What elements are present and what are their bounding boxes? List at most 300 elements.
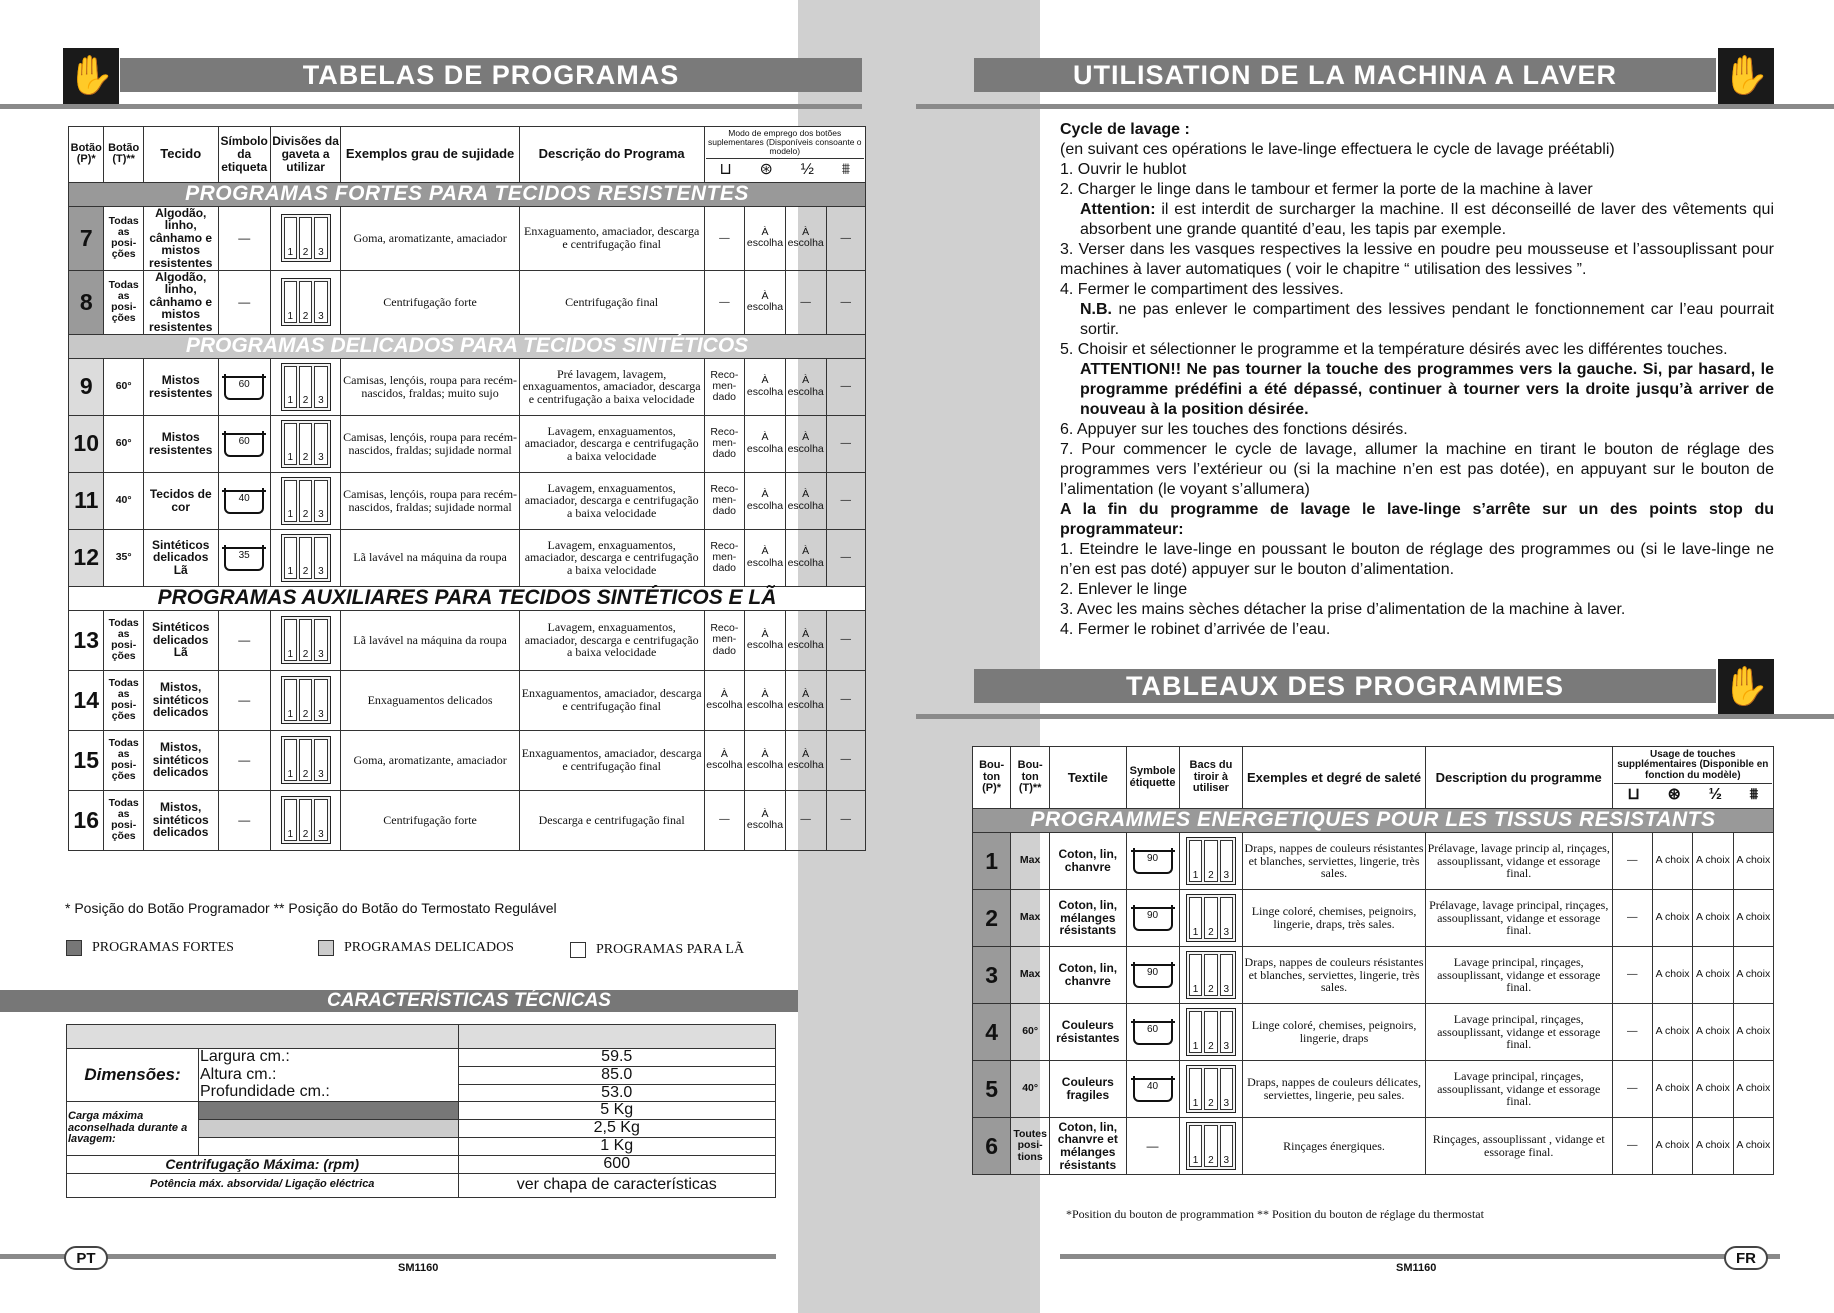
table-row [69,270,866,334]
option-cell: A choix [1693,1004,1733,1061]
footer-rule [0,1254,776,1259]
description-cell: Enxaguamentos, amaciador, descarga e centrifugação final [519,730,704,790]
spin-label: Centrifugação Máxima: (rpm) [67,1155,459,1173]
option-cell: A choix [1652,1004,1692,1061]
drawer-cell [1179,1061,1243,1118]
wash-temp-icon: 90 [1133,962,1173,988]
option-cell: À escolha [745,610,786,670]
drawer-icon: 1 2 3 [1186,1122,1236,1170]
option-cell: A choix [1733,1118,1773,1175]
fabric-cell: Coton, lin, mélanges résistants [1050,890,1126,947]
option-cell: — [826,358,865,415]
drawer-icon: 1 2 3 [281,278,331,326]
col-header: Tecido [143,127,218,183]
col-header: Divisões da gaveta a utilizar [270,127,341,183]
option-cell: — [826,790,865,850]
table-row [973,890,1774,947]
option-cell: — [826,610,865,670]
title-rule [916,104,1834,109]
option-cell: — [826,529,865,586]
table-row [69,730,866,790]
example-cell: Linge coloré, chemises, peignoirs, lingerie, draps [1243,1004,1426,1061]
example-cell: Goma, aromatizante, amaciador [341,206,519,270]
prewash-icon: ⊔ [719,160,732,178]
power-value: ver chapa de características [458,1173,776,1197]
example-cell: Linge coloré, chemises, peignoirs, lingerie, draps, très sales. [1243,890,1426,947]
temp-cell: Max [1011,890,1050,947]
col-header: Símbolo da etiqueta [218,127,270,183]
fabric-cell: Mistos resistentes [143,415,218,472]
program-number: 4 [973,1004,1011,1061]
option-cell: A choix [1652,833,1692,890]
example-cell: Camisas, lençóis, roupa para recém-nascidos, fraldas; sujidade normal [341,472,519,529]
option-cell: À escolha [785,670,826,730]
option-cell: À escolha [745,358,786,415]
fabric-cell: Tecidos de cor [143,472,218,529]
width-label: Largura cm.: [199,1049,459,1067]
spin-icon: ⊛ [759,160,773,178]
symbol-cell [1126,1061,1179,1118]
table-row [973,947,1774,1004]
symbol-cell [1126,890,1179,947]
height-value: 85.0 [458,1066,776,1084]
description-cell: Lavage principal, rinçages, assouplissant, vidange et essorage final. [1425,1004,1612,1061]
program-number: 8 [69,270,104,334]
option-cell: À escolha [785,415,826,472]
table-row [69,415,866,472]
drawer-cell [1179,833,1243,890]
col-header: Bou-ton (P)* [973,747,1011,809]
drawer-icon: 1 2 3 [1186,837,1236,885]
table-row [69,610,866,670]
col-header: Textile [1050,747,1126,809]
temp-cell: Todas as posi-ções [104,790,143,850]
option-cell: A choix [1733,1061,1773,1118]
temp-cell: 40° [104,472,143,529]
step: 3. Avec les mains sèches détacher la prise d’alimentation de la machine à laver. [1060,601,1626,618]
temp-cell: Max [1011,833,1050,890]
description-cell: Prélavage, lavage princip al, rinçages, assouplissant, vidange et essorage final. [1425,833,1612,890]
example-cell: Camisas, lençóis, roupa para recém-nascidos, fraldas; sujidade normal [341,415,519,472]
col-header: Bou-ton (T)** [1011,747,1050,809]
title-rule [0,104,862,109]
option-cell: Reco-men-dado [704,472,745,529]
step-note: Attention: il est interdit de surcharger la machine. Il est déconseillé de laver des vêtements qui absorbent une grande quantité d’eau, les tapis par exemple. [1080,201,1774,238]
drawer-icon: 1 2 3 [281,420,331,468]
section-heading: PROGRAMAS DELICADOS PARA TECIDOS SINTÉTICOS [69,334,866,358]
drawer-cell [270,529,341,586]
fabric-cell: Sintéticos delicados Lã [143,529,218,586]
description-cell: Lavage principal, rinçages, assouplissant, vidange et essorage final. [1425,1061,1612,1118]
tech-title: CARACTERÍSTICAS TÉCNICAS [0,990,798,1012]
drawer-icon: 1 2 3 [281,616,331,664]
option-cell: A choix [1733,833,1773,890]
drawer-icon: 1 2 3 [281,676,331,724]
option-cell: — [785,790,826,850]
step: 1. Ouvrir le hublot [1060,161,1187,178]
load-value: 1 Kg [458,1137,776,1155]
option-cell: À escolha [745,472,786,529]
wash-temp-icon: 60 [224,431,264,457]
col-header: Botão (T)** [104,127,143,183]
legend-label: PROGRAMAS FORTES [92,940,234,956]
option-cell: A choix [1733,947,1773,1004]
description-cell: Lavage principal, rinçages, assouplissant, vidange et essorage final. [1425,947,1612,1004]
option-cell: — [1612,833,1652,890]
wash-temp-icon: 40 [224,488,264,514]
width-value: 59.5 [458,1049,776,1067]
temp-cell: Todas as posi-ções [104,670,143,730]
drawer-cell [1179,1118,1243,1175]
col-header: Description du programme [1425,747,1612,809]
example-cell: Rinçages énergiques. [1243,1118,1426,1175]
load-label: Carga máxima aconselhada durante a lavagem: [67,1102,199,1155]
table-row [973,833,1774,890]
drawer-icon: 1 2 3 [1186,1065,1236,1113]
step: 6. Appuyer sur les touches des fonctions désirés. [1060,421,1408,438]
section-heading: PROGRAMMES ENERGETIQUES POUR LES TISSUS RESISTANTS [973,809,1774,833]
fabric-cell: Sintéticos delicados Lã [143,610,218,670]
program-number: 11 [69,472,104,529]
lang-badge-pt: PT [64,1246,108,1270]
option-cell: Reco-men-dado [704,358,745,415]
temp-cell: 60° [104,358,143,415]
program-number: 15 [69,730,104,790]
drawer-icon: 1 2 3 [1186,1008,1236,1056]
drawer-icon: 1 2 3 [1186,951,1236,999]
option-cell: A choix [1652,1118,1692,1175]
section-heading: PROGRAMAS AUXILIARES PARA TECIDOS SINTÉTICOS E LÃ [69,586,866,610]
option-cell: À escolha [785,472,826,529]
description-cell: Rinçages, assouplissant , vidange et essorage final. [1425,1118,1612,1175]
section-heading: PROGRAMAS FORTES PARA TECIDOS RESISTENTES [69,182,866,206]
load-value: 5 Kg [458,1102,776,1120]
description-cell: Pré lavagem, lavagem, enxaguamentos, amaciador, descarga e centrifugação a baixa velocidade [519,358,704,415]
option-cell: — [785,270,826,334]
option-cell: — [826,415,865,472]
drawer-cell [1179,947,1243,1004]
option-cell: À escolha [704,670,745,730]
temp-cell: 35° [104,529,143,586]
description-cell: Enxaguamentos, amaciador, descarga e centrifugação final [519,670,704,730]
symbol-cell: — [218,206,270,270]
description-cell: Centrifugação final [519,270,704,334]
rinse-icon: ⩩ [841,160,851,178]
drawer-cell [270,206,341,270]
drawer-icon: 1 2 3 [281,736,331,784]
spin-icon: ⊛ [1667,786,1681,804]
half-load-icon: ½ [1708,786,1722,804]
option-cell: — [826,270,865,334]
step: 3. Verser dans les vasques respectives la lessive en poudre peu mousseuse et l’assouplissant pour machines à laver automatiques ( voir le chapitre “ utilisation des lessives ”. [1060,241,1774,278]
option-cell: Reco-men-dado [704,529,745,586]
option-cell: A choix [1693,890,1733,947]
step: 2. Enlever le linge [1060,581,1188,598]
step: 2. Charger le linge dans le tambour et fermer la porte de la machine à laver [1060,181,1593,198]
drawer-icon: 1 2 3 [281,477,331,525]
option-cell: — [704,270,745,334]
half-load-icon: ½ [800,160,814,178]
drawer-cell [270,670,341,730]
option-cell: — [826,670,865,730]
fabric-cell: Algodão, linho, cânhamo e mistos resistentes [143,270,218,334]
option-cell: À escolha [745,730,786,790]
legend-wool [570,942,744,958]
drawer-icon: 1 2 3 [281,796,331,844]
option-cell: A choix [1693,1061,1733,1118]
program-number: 14 [69,670,104,730]
program-number: 2 [973,890,1011,947]
legend-strong [66,940,234,956]
symbol-cell: — [218,790,270,850]
spin-value: 600 [458,1155,776,1173]
step: 4. Fermer le compartiment des lessives. [1060,281,1344,298]
programs-table-fr [972,746,1774,1175]
col-header-extra: Usage de touches supplémentaires (Disponible en fonction du modèle) ⊔ ⊛ ½ ⩩ [1612,747,1773,809]
col-header-extra: Modo de emprego dos botões suplementares (Disponíveis consoante o modelo) ⊔ ⊛ ½ ⩩ [704,127,866,183]
symbol-cell: — [218,610,270,670]
table-row [69,206,866,270]
fabric-cell: Couleurs fragiles [1050,1061,1126,1118]
step-warning: ATTENTION!! Ne pas tourner la touche des programmes vers la gauche. Si, par hasard, le programme prédéfini a été dépassé, continuer à tourner vers la droite jusqu’à arriver de nouveau à la position désirée. [1080,361,1774,418]
option-cell: Reco-men-dado [704,415,745,472]
wash-temp-icon: 40 [1133,1076,1173,1102]
temp-cell: 60° [104,415,143,472]
dim-label: Dimensões: [67,1049,199,1102]
fabric-cell: Algodão, linho, cânhamo e mistos resistentes [143,206,218,270]
drawer-cell [1179,1004,1243,1061]
description-cell: Lavagem, enxaguamentos, amaciador, descarga e centrifugação a baixa velocidade [519,415,704,472]
table-row [973,1118,1774,1175]
drawer-icon: 1 2 3 [281,534,331,582]
legend-label: PROGRAMAS PARA LÃ [596,942,745,958]
symbol-cell: — [1126,1118,1179,1175]
option-cell: À escolha [745,790,786,850]
program-number: 12 [69,529,104,586]
prewash-icon: ⊔ [1627,786,1640,804]
example-cell: Draps, nappes de couleurs délicates, serviettes, lingerie, peu sales. [1243,1061,1426,1118]
example-cell: Camisas, lençóis, roupa para recém-nascidos, fraldas; muito sujo [341,358,519,415]
title-rule [916,714,1834,719]
symbol-cell [218,529,270,586]
program-number: 9 [69,358,104,415]
wash-temp-icon: 90 [1133,905,1173,931]
symbol-cell: — [218,270,270,334]
cycle-title: Cycle de lavage : [1060,121,1190,138]
option-cell: À escolha [704,730,745,790]
description-cell: Descarga e centrifugação final [519,790,704,850]
wash-temp-icon: 90 [1133,848,1173,874]
example-cell: Lã lavável na máquina da roupa [341,610,519,670]
program-number: 7 [69,206,104,270]
height-label: Altura cm.: [199,1066,459,1084]
option-cell: — [1612,1004,1652,1061]
depth-value: 53.0 [458,1084,776,1102]
option-cell: À escolha [745,529,786,586]
description-cell: Enxaguamento, amaciador, descarga e centrifugação final [519,206,704,270]
page-title-fr: UTILISATION DE LA MACHINA A LAVER [974,58,1716,92]
temp-cell: Todas as posi-ções [104,610,143,670]
table-row [69,358,866,415]
footnote-pt: * Posição do Botão Programador ** Posição do Botão do Termostato Regulável [65,900,557,916]
option-cell: A choix [1693,1118,1733,1175]
program-number: 3 [973,947,1011,1004]
option-cell: À escolha [745,670,786,730]
table-row [69,790,866,850]
option-cell: À escolha [745,206,786,270]
option-cell: — [1612,1118,1652,1175]
wash-temp-icon: 35 [224,545,264,571]
tech-table [66,1024,776,1198]
option-cell: À escolha [785,206,826,270]
footnote-fr: *Position du bouton de programmation ** Position du bouton de réglage du thermostat [1066,1207,1484,1221]
model-label: SM1160 [398,1262,439,1274]
table-row [973,1004,1774,1061]
option-cell: A choix [1733,1004,1773,1061]
power-label: Potência máx. absorvida/ Ligação eléctrica [67,1173,459,1197]
table-row [69,472,866,529]
section-title-fr: TABLEAUX DES PROGRAMMES [974,669,1716,703]
drawer-cell [270,472,341,529]
drawer-cell [270,415,341,472]
step: 5. Choisir et sélectionner le programme et la température désirés avec les différentes touches. [1060,341,1728,358]
example-cell: Draps, nappes de couleurs résistantes et blanches, serviettes, lingerie, très sales. [1243,947,1426,1004]
col-header: Descrição do Programa [519,127,704,183]
intro-text: (en suivant ces opérations le lave-linge effectuera le cycle de lavage préétabli) [1060,141,1615,158]
description-cell: Lavagem, enxaguamentos, amaciador, descarga e centrifugação a baixa velocidade [519,472,704,529]
hand-icon: ✋ [1718,48,1774,104]
usage-instructions [1060,120,1774,640]
step: 4. Fermer le robinet d’arrivée de l’eau. [1060,621,1331,638]
drawer-cell [270,358,341,415]
temp-cell: 40° [1011,1061,1050,1118]
description-cell: Lavagem, enxaguamentos, amaciador, descarga e centrifugação a baixa velocidade [519,610,704,670]
symbol-cell [1126,947,1179,1004]
temp-cell: Todas as posi-ções [104,206,143,270]
drawer-cell [270,270,341,334]
program-number: 5 [973,1061,1011,1118]
fabric-cell: Mistos resistentes [143,358,218,415]
symbol-cell [1126,1004,1179,1061]
drawer-cell [1179,890,1243,947]
symbol-cell [218,415,270,472]
description-cell: Prélavage, lavage principal, rinçages, assouplissant, vidange et essorage final. [1425,890,1612,947]
example-cell: Enxaguamentos delicados [341,670,519,730]
option-cell: A choix [1652,947,1692,1004]
option-cell: À escolha [785,730,826,790]
end-title: A la fin du programme de lavage le lave-linge s’arrête sur un des points stop du programmateur: [1060,501,1774,538]
depth-label: Profundidade cm.: [199,1084,459,1102]
symbol-cell [218,472,270,529]
fabric-cell: Couleurs résistantes [1050,1004,1126,1061]
drawer-icon: 1 2 3 [281,363,331,411]
step: 7. Pour commencer le cycle de lavage, allumer la machine en tirant le bouton de réglage des programmes vers l’extérieur ou (si la machine n’en est pas dotée), en appuyant sur le bouton de l’alimentation (le voyant s’allumera) [1060,441,1774,498]
hand-icon: ✋ [1718,659,1774,715]
option-cell: A choix [1693,833,1733,890]
drawer-cell [270,610,341,670]
example-cell: Goma, aromatizante, amaciador [341,730,519,790]
wash-temp-icon: 60 [1133,1019,1173,1045]
fabric-cell: Coton, lin, chanvre [1050,947,1126,1004]
temp-cell: Toutes posi-tions [1011,1118,1050,1175]
lang-badge-fr: FR [1724,1246,1768,1270]
option-cell: À escolha [745,270,786,334]
example-cell: Centrifugação forte [341,790,519,850]
option-cell: À escolha [785,610,826,670]
programs-table-pt [68,126,866,851]
program-number: 1 [973,833,1011,890]
temp-cell: Todas as posi-ções [104,730,143,790]
option-cell: — [704,790,745,850]
col-header: Bacs du tiroir à utiliser [1179,747,1243,809]
col-header: Exemples et degré de saleté [1243,747,1426,809]
symbol-cell: — [218,730,270,790]
program-number: 6 [973,1118,1011,1175]
step-note: N.B. ne pas enlever le compartiment des lessives pendant le fonctionnement car l’eau pourrait sortir. [1080,301,1774,338]
option-cell: — [1612,1061,1652,1118]
program-number: 13 [69,610,104,670]
option-cell: — [1612,947,1652,1004]
option-cell: — [826,472,865,529]
option-cell: — [826,206,865,270]
page-title-pt: TABELAS DE PROGRAMAS [120,58,862,92]
fabric-cell: Mistos, sintéticos delicados [143,670,218,730]
drawer-cell [270,790,341,850]
option-cell: A choix [1693,947,1733,1004]
rinse-icon: ⩩ [1749,786,1759,804]
table-row [69,529,866,586]
symbol-cell [1126,833,1179,890]
load-value: 2,5 Kg [458,1120,776,1138]
symbol-cell: — [218,670,270,730]
option-cell: À escolha [785,358,826,415]
fabric-cell: Mistos, sintéticos delicados [143,790,218,850]
description-cell: Lavagem, enxaguamentos, amaciador, descarga e centrifugação a baixa velocidade [519,529,704,586]
option-cell: A choix [1733,890,1773,947]
drawer-icon: 1 2 3 [281,214,331,262]
table-row [69,670,866,730]
fabric-cell: Coton, lin, chanvre [1050,833,1126,890]
temp-cell: Todas as posi-ções [104,270,143,334]
example-cell: Lã lavável na máquina da roupa [341,529,519,586]
wash-temp-icon: 60 [224,374,264,400]
option-cell: — [826,730,865,790]
symbol-cell [218,358,270,415]
option-cell: À escolha [745,415,786,472]
step: 1. Eteindre le lave-linge en poussant le bouton de réglage des programmes ou (si le lave-linge ne n’en est pas doté) appuyer sur le bouton d’alimentation. [1060,541,1774,578]
model-label: SM1160 [1396,1262,1437,1274]
footer-rule [1060,1254,1780,1259]
temp-cell: Max [1011,947,1050,1004]
hand-icon: ✋ [63,48,119,104]
col-header: Exemplos grau de sujidade [341,127,519,183]
col-header: Symbole étiquette [1126,747,1179,809]
col-header: Botão (P)* [69,127,104,183]
fabric-cell: Coton, lin, chanvre et mélanges résistants [1050,1118,1126,1175]
fabric-cell: Mistos, sintéticos delicados [143,730,218,790]
option-cell: — [1612,890,1652,947]
option-cell: — [704,206,745,270]
table-row [973,1061,1774,1118]
program-number: 10 [69,415,104,472]
example-cell: Draps, nappes de couleurs résistantes et blanches, serviettes, lingerie, très sales. [1243,833,1426,890]
legend-label: PROGRAMAS DELICADOS [344,940,514,956]
program-number: 16 [69,790,104,850]
legend-delicate [318,940,514,956]
drawer-cell [270,730,341,790]
drawer-icon: 1 2 3 [1186,894,1236,942]
temp-cell: 60° [1011,1004,1050,1061]
